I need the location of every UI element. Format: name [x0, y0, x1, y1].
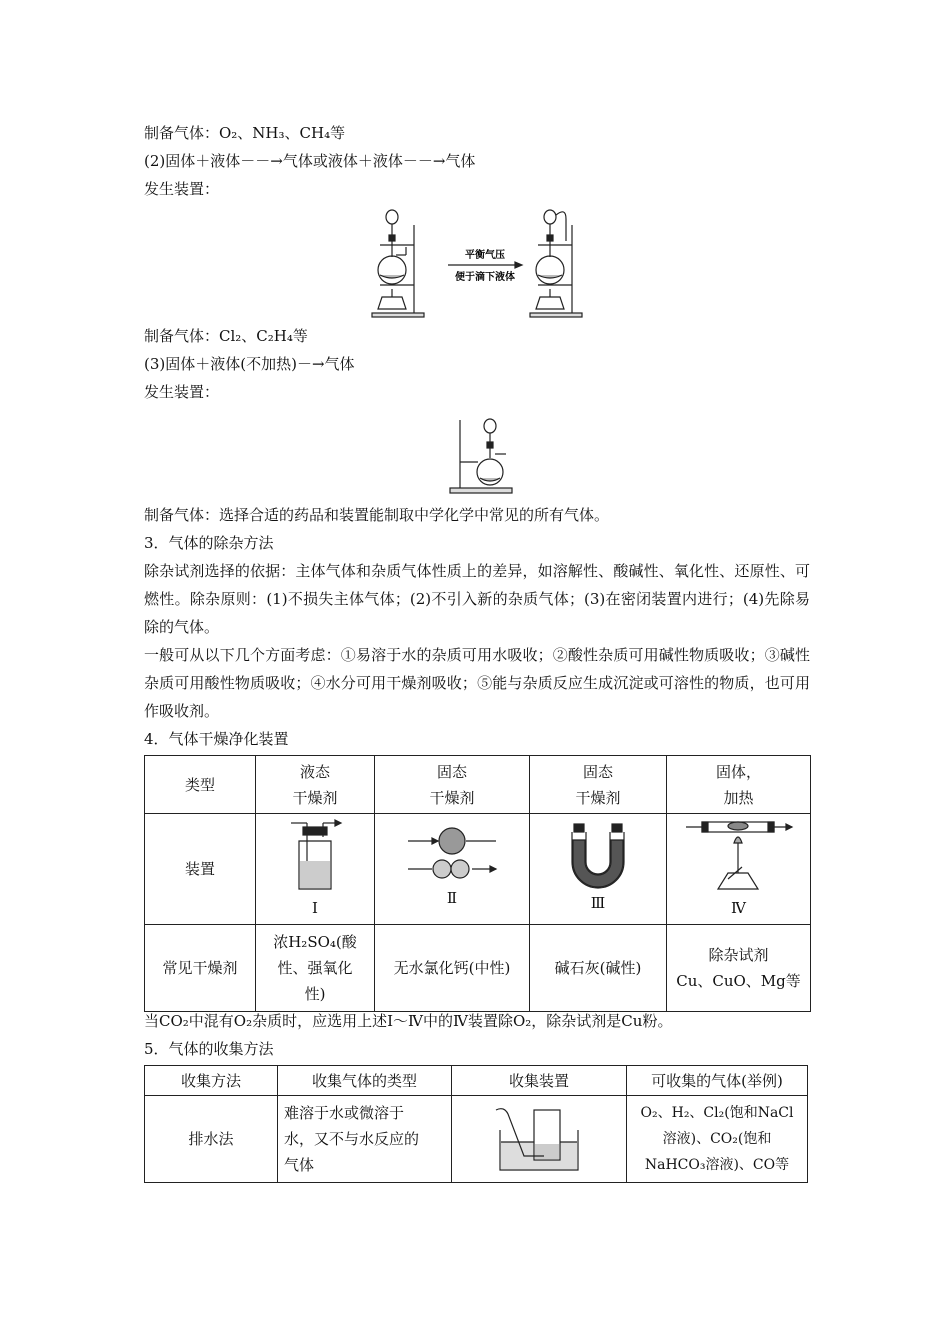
- paragraph-considerations: 一般可从以下几个方面考虑：①易溶于水的杂质可用水吸收；②酸性杂质可用碱性物质吸收；③碱性杂质可用酸性物质吸收；④水分可用干燥剂吸收；⑤能与杂质反应生成沉淀或可溶性的物质，也可用作吸收剂。: [144, 646, 810, 720]
- device-drying-tube: [375, 814, 530, 925]
- collection-row-water: [145, 1096, 808, 1183]
- device-label-3: Ⅲ: [590, 894, 606, 912]
- water-collection-apparatus: [452, 1096, 627, 1183]
- device-heated-tube: [667, 814, 811, 925]
- device-u-tube: [530, 814, 667, 925]
- collection-header-row: [145, 1066, 808, 1096]
- method-water-displacement: 排水法: [145, 1096, 278, 1183]
- heading-drying-devices: 4．气体干燥净化装置: [144, 730, 289, 748]
- header-method: 收集方法: [145, 1066, 278, 1096]
- line-co2-o2-example: 当CO₂中混有O₂杂质时，应选用上述Ⅰ～Ⅳ中的Ⅳ装置除O₂，除杂试剂是Cu粉。: [144, 1012, 673, 1030]
- line-device-label-1: 发生装置：: [144, 180, 220, 198]
- desiccant-h2so4: 浓H₂SO₄(酸 性、强氧化 性): [256, 925, 375, 1012]
- row-label-device: 装置: [145, 814, 256, 925]
- line-section-2: (2)固体＋液体－－→气体或液体＋液体－－→气体: [144, 152, 476, 170]
- row-label-desiccants: 常见干燥剂: [145, 925, 256, 1012]
- desiccant-cacl2: 无水氯化钙(中性): [375, 925, 530, 1012]
- header-apparatus: 收集装置: [452, 1066, 627, 1096]
- water-gas-examples: O₂、H₂、Cl₂(饱和NaCl 溶液)、CO₂(饱和 NaHCO₃溶液)、CO等: [627, 1096, 808, 1183]
- heading-gas-collection: 5．气体的收集方法: [144, 1040, 274, 1058]
- water-gas-type: 难溶于水或微溶于 水，又不与水反应的 气体: [278, 1096, 452, 1183]
- arrow-label-bottom: 便于滴下液体: [455, 272, 515, 283]
- device-label-2: Ⅱ: [446, 889, 458, 907]
- header-solid-heated: 固体， 加热: [667, 756, 811, 814]
- desiccant-heated-reagents: 除杂试剂 Cu、CuO、Mg等: [667, 925, 811, 1012]
- device-label-4: Ⅳ: [731, 899, 746, 917]
- header-examples: 可收集的气体(举例): [627, 1066, 808, 1096]
- line-gas-all: 制备气体：选择合适的药品和装置能制取中学化学中常见的所有气体。: [144, 506, 610, 524]
- table-desiccant-row: [145, 925, 811, 1012]
- table-header-row: [145, 756, 811, 814]
- figure-heated-apparatus: [370, 205, 585, 320]
- line-section-3: (3)固体＋液体(不加热)－→气体: [144, 355, 355, 373]
- gas-collection-table: [144, 1065, 808, 1183]
- paragraph-impurity-basis: 除杂试剂选择的依据：主体气体和杂质气体性质上的差异，如溶解性、酸碱性、氧化性、还原性、可燃性。除杂原则：(1)不损失主体气体；(2)不引入新的杂质气体；(3)在密闭装置内进行；(4)先除易除的气体。: [144, 562, 810, 636]
- drying-devices-table: [144, 755, 811, 1012]
- arrow-label-top: 平衡气压: [465, 250, 505, 261]
- header-gas-type: 收集气体的类型: [278, 1066, 452, 1096]
- header-type: 类型: [145, 756, 256, 814]
- device-label-1: Ⅰ: [312, 899, 318, 917]
- figure-unheated-apparatus: [448, 414, 518, 496]
- heading-impurity-removal: 3．气体的除杂方法: [144, 534, 274, 552]
- header-solid-desiccant-2: 固态 干燥剂: [530, 756, 667, 814]
- line-gas-examples-2: 制备气体：Cl₂、C₂H₄等: [144, 327, 308, 345]
- header-liquid-desiccant: 液态 干燥剂: [256, 756, 375, 814]
- device-wash-bottle: [256, 814, 375, 925]
- line-device-label-2: 发生装置：: [144, 383, 220, 401]
- desiccant-soda-lime: 碱石灰(碱性): [530, 925, 667, 1012]
- table-device-row: [145, 814, 811, 925]
- header-solid-desiccant-1: 固态 干燥剂: [375, 756, 530, 814]
- line-gas-examples-1: 制备气体：O₂、NH₃、CH₄等: [144, 124, 346, 142]
